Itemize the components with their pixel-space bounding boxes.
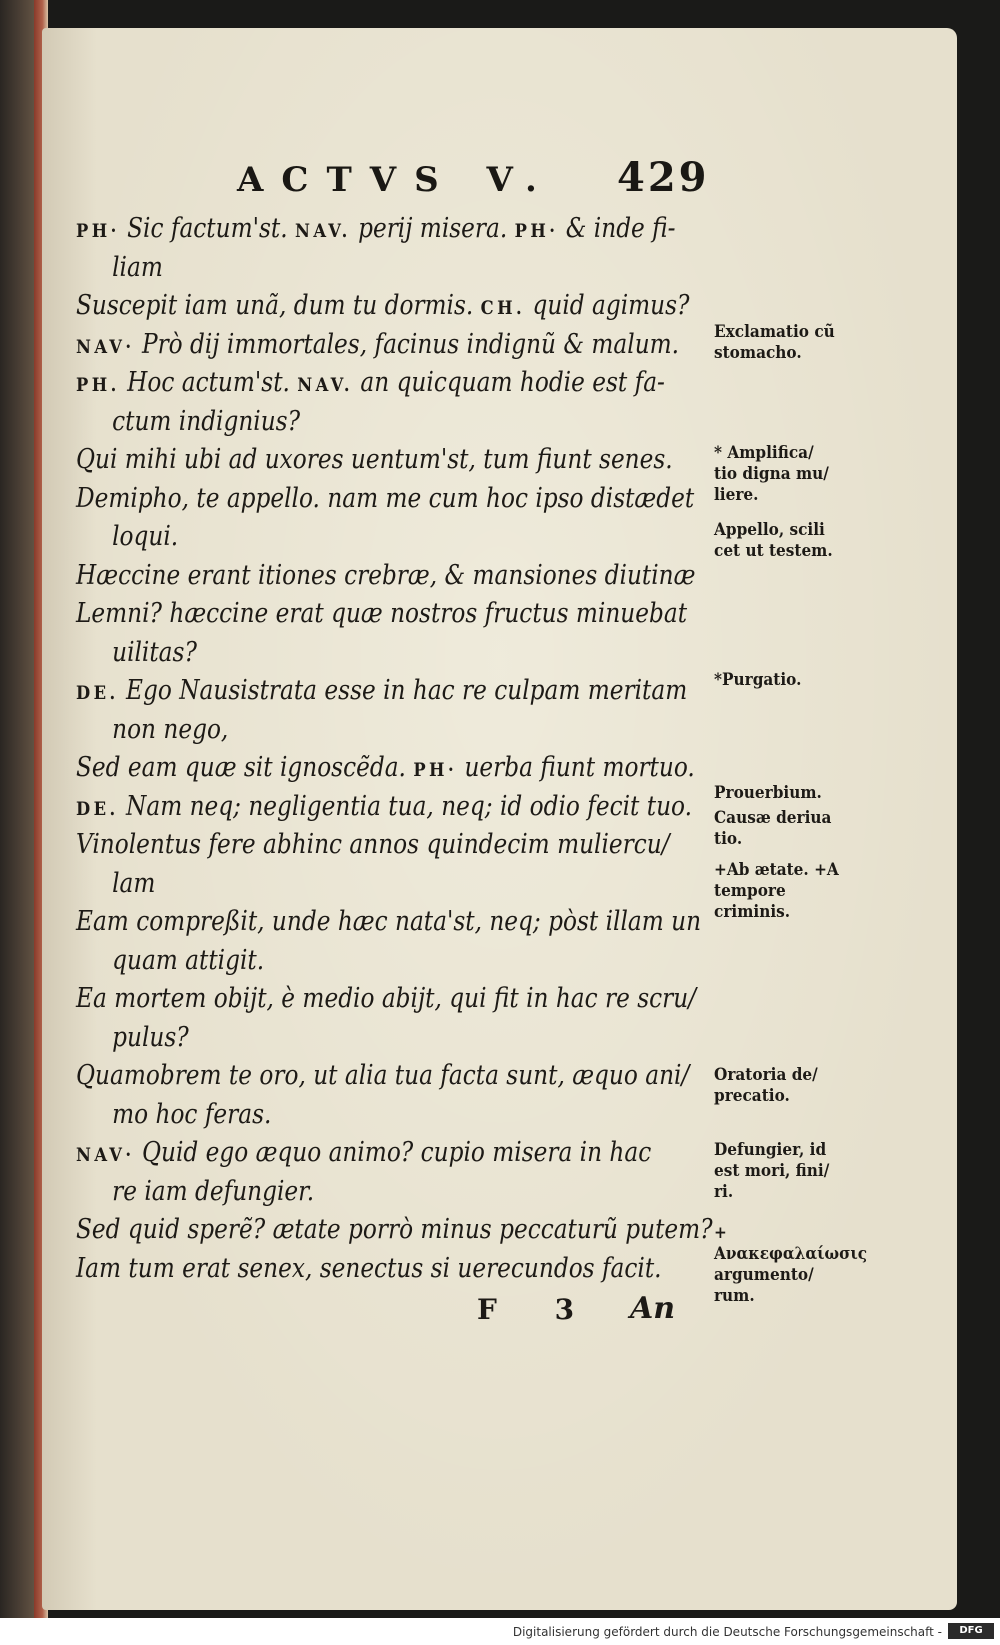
text-line — [76, 711, 635, 750]
verse-text: Vinolentus fere abhinc annos quindecim muliercu/ — [76, 829, 670, 860]
text-line — [76, 364, 665, 403]
running-title: ACTVS V. — [237, 160, 555, 200]
catchword: An — [630, 1291, 676, 1326]
marginal-note: +Ab ætate. +A tempore criminis. — [714, 860, 839, 922]
verse-text: re iam defungier. — [112, 1175, 315, 1207]
verse-text: non nego, — [112, 713, 229, 745]
main-text — [76, 210, 868, 1306]
verse-text: lam — [112, 867, 156, 899]
text-line — [76, 1019, 635, 1058]
speaker-label: CH. — [480, 297, 526, 319]
marginal-note: Oratoria de/ precatio. — [714, 1065, 818, 1106]
verse-text: Iam tum erat senex, senectus si uerecundos facit. — [76, 1252, 662, 1284]
marginal-note: Exclamatio cũ stomacho. — [714, 322, 835, 363]
text-line — [76, 518, 635, 557]
verse-text: Lemni? hæccine erat quæ nostros fructus minuebat — [76, 598, 688, 629]
page-number: 429 — [617, 154, 710, 201]
verse-text: Demipho, te appello. nam me cum hoc ipso distædet — [76, 482, 695, 514]
verse-text: Ea mortem obijt, è medio abijt, qui fit in hac re scru/ — [76, 983, 697, 1014]
verse-text: Ego Nausistrata esse in hac re culpam meritam — [126, 675, 688, 706]
marginal-note: Defungier, id est mori, fini/ ri. — [714, 1140, 830, 1202]
marginal-note: Prouerbium. — [714, 783, 822, 803]
marginal-note: + Ανακεφαλαίωσις argumento/ rum. — [714, 1223, 868, 1306]
signature-mark: F 3 — [477, 1293, 599, 1326]
verse-text: Quamobrem te oro, ut alia tua facta sunt, æquo ani/ — [76, 1060, 690, 1091]
verse-text: Sed quid sperẽ? ætate porrò minus peccaturũ putem? — [76, 1214, 713, 1245]
speaker-label: PH· — [413, 759, 458, 781]
speaker-label: PH· — [76, 220, 120, 242]
verse-text: pulus? — [112, 1021, 189, 1053]
verse-text: Prò dij immortales, facinus indignũ & malum. — [141, 328, 680, 360]
verse-text: ctum indignius? — [112, 405, 301, 437]
text-line — [76, 403, 635, 442]
speaker-label: NAV. — [295, 220, 351, 242]
text-line — [76, 865, 635, 904]
dfg-logo: DFG — [948, 1623, 994, 1639]
text-line — [76, 826, 670, 865]
text-line — [76, 1211, 713, 1250]
verse-text: quam attigit. — [112, 944, 265, 976]
verse-text: Quid ego æquo animo? cupio misera in hac — [141, 1137, 652, 1168]
text-line — [76, 210, 676, 249]
marginal-note: Causæ deriua tio. — [714, 808, 832, 849]
speaker-label: NAV· — [76, 335, 135, 358]
verse-text: Nam neq; negligentia tua, neq; id odio fecit tuo. — [126, 790, 692, 822]
speaker-label: DE. — [76, 682, 119, 704]
verse-text: Sed eam quæ sit ignoscẽda. — [76, 752, 406, 783]
marginal-note: Appello, scili cet ut testem. — [714, 520, 833, 561]
verse-text: Qui mihi ubi ad uxores uentum'st, tum fiunt senes. — [76, 444, 673, 475]
text-line — [76, 480, 695, 519]
speaker-label: NAV· — [76, 1144, 135, 1166]
verse-text: quid agimus? — [532, 290, 690, 321]
verse-text: uilitas? — [112, 636, 197, 668]
text-line — [76, 557, 696, 596]
verse-text: Hoc actum'st. — [127, 367, 290, 398]
speaker-label: DE. — [76, 797, 119, 820]
verse-text: & inde fi- — [565, 213, 676, 244]
text-line — [76, 749, 695, 788]
verse-text: Suscepit iam unã, dum tu dormis. — [76, 290, 474, 321]
verse-text: Hæccine erant itiones crebræ, & mansiones diutinæ — [76, 559, 696, 591]
text-line — [76, 287, 690, 326]
verse-text: uerba fiunt mortuo. — [464, 752, 695, 783]
text-line — [76, 1057, 690, 1096]
verse-text: Eam compreßit, unde hæc nata'st, neq; pòst illam un — [76, 906, 702, 937]
speaker-label: PH· — [514, 220, 559, 242]
verse-text: loqui. — [112, 521, 179, 552]
text-line — [76, 249, 635, 288]
book-page — [42, 28, 957, 1610]
verse-text: an quicquam hodie est fa- — [360, 367, 665, 398]
text-line — [76, 1250, 662, 1289]
speaker-label: NAV. — [297, 374, 354, 396]
verse-text: mo hoc feras. — [112, 1098, 272, 1130]
text-lines — [76, 210, 726, 1288]
funding-notice: Digitalisierung gefördert durch die Deutsche Forschungsgemeinschaft - — [512, 1625, 942, 1639]
text-line — [76, 1134, 652, 1173]
text-line — [76, 441, 673, 480]
text-line — [76, 595, 688, 634]
text-line — [76, 980, 697, 1019]
text-line — [76, 942, 635, 981]
text-line — [76, 1096, 635, 1135]
marginal-note: * Amplifica/ tio digna mu/ liere. — [714, 443, 829, 505]
text-line — [76, 1173, 635, 1212]
text-line — [76, 788, 692, 827]
verse-text: perij misera. — [358, 213, 508, 244]
text-line — [76, 672, 688, 711]
text-line — [76, 634, 635, 673]
verse-text: Sic factum'st. — [127, 213, 288, 244]
text-line — [76, 903, 702, 942]
marginal-note: *Purgatio. — [714, 670, 802, 690]
digitization-footer — [0, 1618, 1000, 1645]
speaker-label: PH. — [76, 374, 120, 396]
verse-text: liam — [112, 251, 163, 283]
text-line — [76, 326, 680, 365]
page-header — [42, 154, 957, 210]
